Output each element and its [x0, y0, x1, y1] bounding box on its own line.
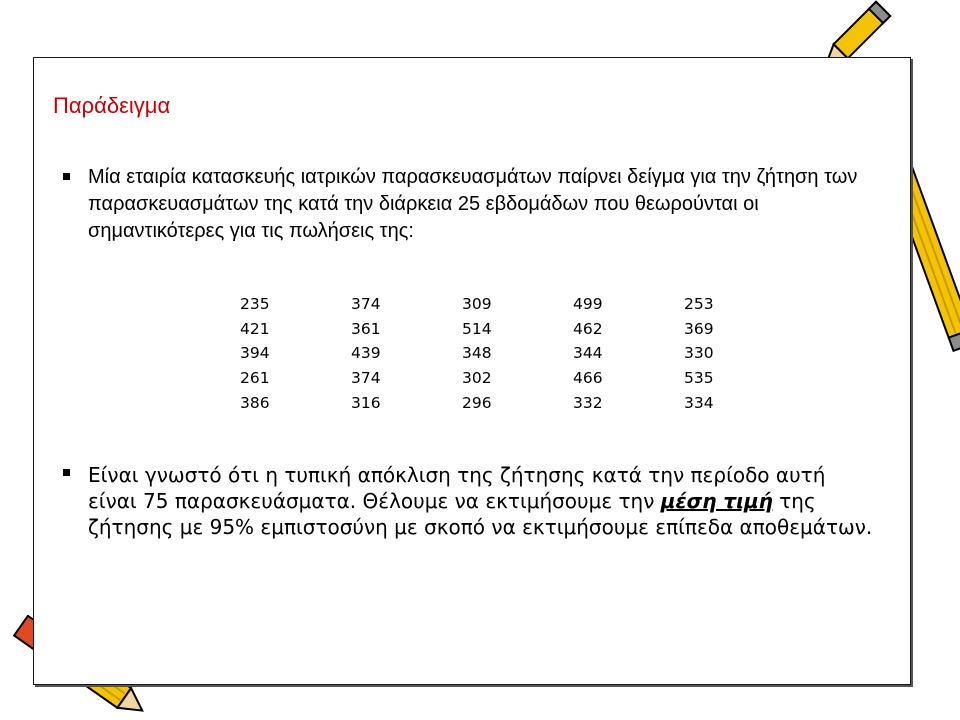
- emphasis-mean-value: μέση τιμή: [660, 489, 773, 513]
- table-cell: 374: [351, 295, 381, 314]
- table-cell: 253: [684, 295, 714, 314]
- table-cell: 439: [351, 344, 381, 363]
- table-cell: 462: [573, 319, 603, 338]
- task-text-start: Είναι γνωστό ότι η τυπική απόκλιση της ζήτησης κατά την περίοδο αυτή είναι 75 παρασκευάσματα. Θέλουμε να εκτιμήσουμε την: [88, 463, 826, 513]
- table-cell: 499: [573, 295, 603, 314]
- table-cell: 374: [351, 369, 381, 388]
- table-cell: 296: [462, 393, 492, 412]
- table-cell: 348: [462, 344, 492, 363]
- table-cell: 369: [684, 319, 714, 338]
- task-text-end: της ζήτησης με 95% εμπιστοσύνη με σκοπό να εκτιμήσουμε επίπεδα αποθεμάτων.: [88, 489, 873, 539]
- table-cell: 344: [573, 344, 603, 363]
- table-row: [222, 390, 777, 415]
- table-cell: 386: [240, 393, 270, 412]
- table-cell: 302: [462, 369, 492, 388]
- table-cell: 309: [462, 295, 492, 314]
- table-cell: 514: [462, 319, 492, 338]
- table-cell: 261: [240, 369, 270, 388]
- table-cell: 334: [684, 393, 714, 412]
- table-row: [222, 317, 777, 342]
- table-cell: 330: [684, 344, 714, 363]
- slide-title: Παράδειγμα: [53, 93, 171, 118]
- table-cell: 361: [351, 319, 381, 338]
- table-row: [222, 292, 777, 317]
- demand-data-table: [222, 292, 777, 415]
- task-paragraph: [88, 462, 878, 540]
- bullet-square-icon: [63, 469, 70, 476]
- intro-paragraph: Μία εταιρία κατασκευής ιατρικών παρασκευασμάτων παίρνει δείγμα για την ζήτηση των παρασκευασμάτων της κατά την διάρκεια 25 εβδομάδων που θεωρούνται οι σημαντικότερες για τις πωλήσεις της:: [88, 166, 858, 242]
- bullet-square-icon: [63, 173, 70, 180]
- table-cell: 394: [240, 344, 270, 363]
- table-cell: 332: [573, 393, 603, 412]
- pencil-icon: [905, 118, 960, 378]
- table-cell: 316: [351, 393, 381, 412]
- table-row: [222, 366, 777, 391]
- table-cell: 235: [240, 295, 270, 314]
- table-row: [222, 341, 777, 366]
- table-cell: 421: [240, 319, 270, 338]
- table-cell: 466: [573, 369, 603, 388]
- table-cell: 535: [684, 369, 714, 388]
